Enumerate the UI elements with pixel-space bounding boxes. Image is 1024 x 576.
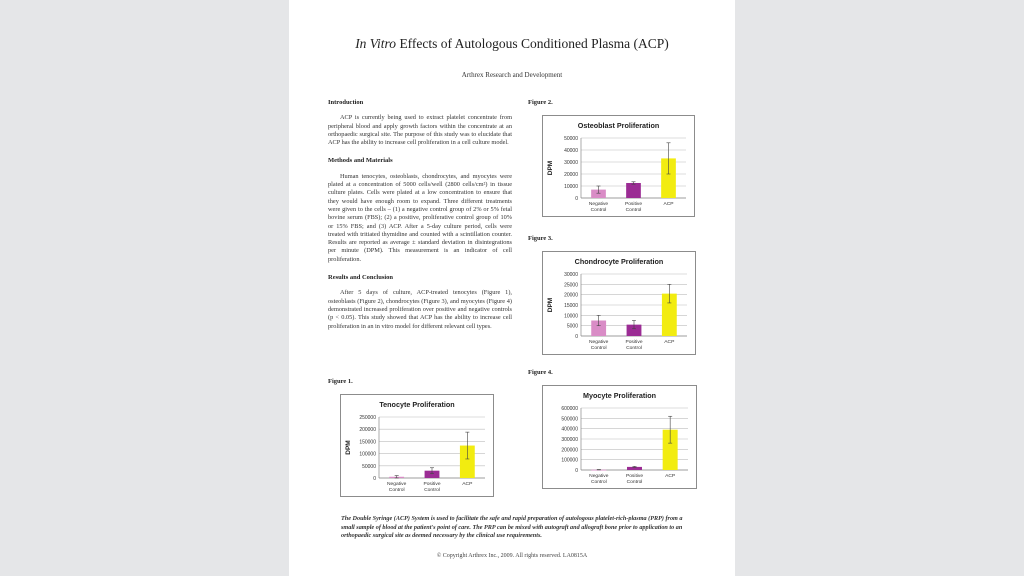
category-label: Control <box>626 480 643 485</box>
y-axis-label: DPM <box>547 297 554 313</box>
chart-tenocyte-proliferation <box>340 394 494 497</box>
y-tick-label: 30000 <box>564 272 578 278</box>
chart-osteoblast-proliferation <box>542 115 695 217</box>
chart-title: Tenocyte Proliferation <box>379 400 455 409</box>
figure-3-label: Figure 3. <box>528 235 553 242</box>
chart-svg <box>341 395 493 496</box>
category-label: Control <box>625 208 642 213</box>
category-label: ACP <box>663 202 674 207</box>
category-label: Negative <box>589 340 609 345</box>
y-tick-label: 5000 <box>566 323 578 330</box>
y-tick-label: 250000 <box>359 415 376 421</box>
chart-title: Chondrocyte Proliferation <box>574 257 664 266</box>
y-tick-label: 40000 <box>564 148 578 154</box>
y-tick-label: 50000 <box>564 136 578 142</box>
category-label: Control <box>424 488 440 493</box>
bar-positive-control <box>626 183 641 198</box>
y-tick-label: 25000 <box>564 282 578 289</box>
y-axis-label: DPM <box>547 160 554 176</box>
category-label: Positive <box>625 340 643 345</box>
y-tick-label: 20000 <box>564 172 578 178</box>
chart-svg <box>543 386 696 488</box>
y-tick-label: 0 <box>575 196 578 202</box>
y-tick-label: 0 <box>575 334 578 340</box>
y-tick-label: 200000 <box>359 427 376 434</box>
y-tick-label: 500000 <box>561 416 578 423</box>
chart-myocyte-proliferation <box>542 385 697 489</box>
category-label: ACP <box>665 474 676 479</box>
y-tick-label: 10000 <box>564 184 578 190</box>
chart-title: Myocyte Proliferation <box>582 391 657 400</box>
y-axis-label: DPM <box>345 440 352 455</box>
section-heading-results: Results and Conclusion <box>328 274 394 282</box>
y-tick-label: 200000 <box>561 447 578 454</box>
chart-svg <box>543 252 695 354</box>
section-heading-methods: Methods and Materials <box>328 157 393 165</box>
document-title <box>289 36 735 52</box>
category-label: Positive <box>625 474 644 479</box>
y-tick-label: 600000 <box>561 406 578 412</box>
category-label: ACP <box>462 482 473 487</box>
category-label: Control <box>590 346 607 351</box>
figure-1-label: Figure 1. <box>328 378 353 385</box>
category-label: Negative <box>588 202 609 207</box>
y-tick-label: 15000 <box>564 303 578 309</box>
title-italic: In Vitro <box>355 36 397 51</box>
copyright: © Copyright Arthrex Inc., 2009. All rights reserved. LA0815A <box>436 553 588 559</box>
introduction-paragraph: ACP is currently being used to extract platelet concentrate from peripheral blood and apply growth factors within the concentrate at an orthopaedic surgical site. The purpose of this study was to elucidate that ACP has the ability to increase cell proliferation in a cell culture model. <box>328 114 512 147</box>
results-paragraph: After 5 days of culture, ACP-treated tenocytes (Figure 1), osteoblasts (Figure 2), chondrocytes (Figure 3), and myocytes (Figure 4) demonstrated increased proliferation over positive and negative controls (p < 0.05). This study showed that ACP has the ability to increase cell proliferation in an in vitro model for different relevant cell types. <box>328 289 512 330</box>
category-label: Negative <box>589 474 609 479</box>
y-tick-label: 100000 <box>561 457 578 464</box>
y-tick-label: 50000 <box>362 463 376 470</box>
chart-title: Osteoblast Proliferation <box>577 121 660 130</box>
chart-svg <box>543 116 694 216</box>
y-tick-label: 20000 <box>564 292 578 299</box>
category-label: Control <box>590 480 607 485</box>
category-label: Control <box>388 488 405 493</box>
y-tick-label: 400000 <box>561 426 578 433</box>
y-tick-label: 150000 <box>359 439 376 446</box>
chart-chondrocyte-proliferation <box>542 251 696 355</box>
figure-4-label: Figure 4. <box>528 369 553 376</box>
y-tick-label: 0 <box>373 476 376 482</box>
y-tick-label: 10000 <box>564 313 578 320</box>
category-label: Control <box>590 208 607 213</box>
methods-paragraph: Human tenocytes, osteoblasts, chondrocytes, and myocytes were plated at a concentration of 5000 cells/well (2800 cells/cm²) in tissue culture plates. Cells were plated at a low concentration to ensure that they would have enough room to expand. Three different treatments were given to the cells – (1) a negative control group of 2% or 5% fetal bovine serum (FBS); (2) a positive, proliferative control group of 10% or 15% FBS; and (3) ACP. After a 5-day culture period, cells were treated with tritiated thymidine and counted with a scintillation counter. Results are reported as average ± standard deviation in disintegrations per minute (DPM). This measurement is an indicator of cell proliferation. <box>328 172 512 263</box>
category-label: Positive <box>624 202 643 207</box>
figure-2-label: Figure 2. <box>528 99 553 106</box>
category-label: Control <box>626 346 642 351</box>
y-tick-label: 100000 <box>359 451 376 458</box>
document-page <box>289 0 735 576</box>
document-subtitle: Arthrex Research and Development <box>461 71 563 79</box>
y-tick-label: 30000 <box>564 160 578 166</box>
title-rest: Effects of Autologous Conditioned Plasma (ACP) <box>396 36 669 51</box>
y-tick-label: 300000 <box>561 437 578 443</box>
left-column <box>328 99 512 341</box>
footer-note: The Double Syringe (ACP) System is used to facilitate the safe and rapid preparation of autologous platelet-rich-plasma (PRP) from a small sample of blood at the patient's point of care. The PRP can be mixed with autograft and allograft bone prior to application to an orthopaedic surgical site as deemed necessary by the clinical use requirements. <box>341 515 683 540</box>
section-heading-introduction: Introduction <box>328 99 364 106</box>
category-label: ACP <box>664 340 675 345</box>
y-tick-label: 0 <box>575 468 578 474</box>
category-label: Negative <box>387 482 407 487</box>
category-label: Positive <box>423 482 441 487</box>
